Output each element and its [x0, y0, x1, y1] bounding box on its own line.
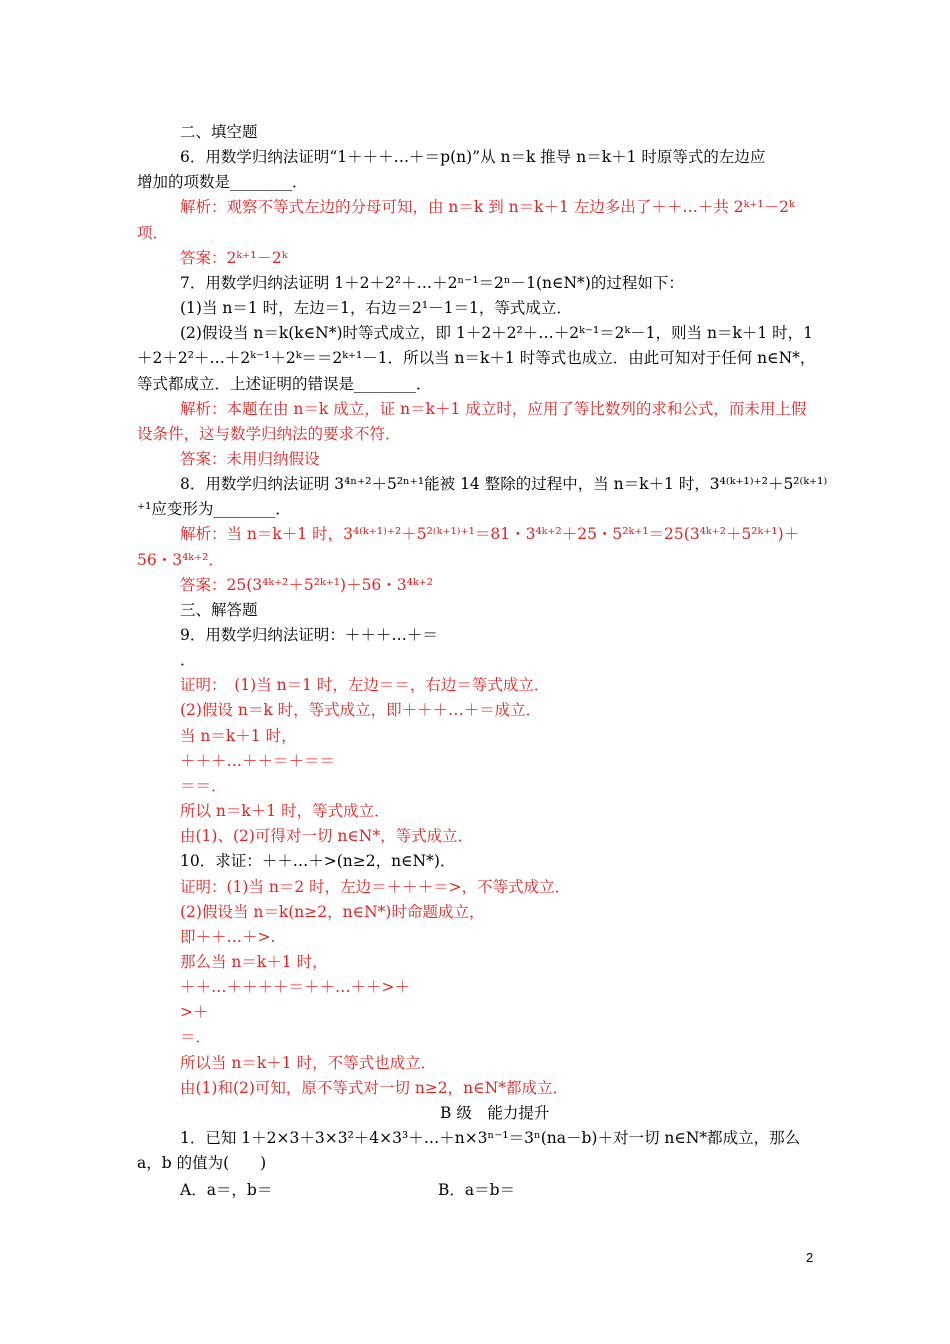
text-line: 答案：2ᵏ⁺¹－2ᵏ: [180, 249, 288, 267]
text-line: ＋＋…＋＋＋＋＝＋＋…＋＋>＋: [180, 978, 410, 996]
text-line: ＋＋＋…＋＋＝＋＝＝: [180, 752, 336, 770]
text-line: 答案：未用归纳假设: [180, 450, 320, 468]
text-line: 解析：当 n＝k＋1 时，3⁴⁽ᵏ⁺¹⁾⁺²＋5²⁽ᵏ⁺¹⁾⁺¹＝81・3⁴ᵏ⁺²＋25・5²ᵏ⁺¹＝25(3⁴ᵏ⁺²＋5²ᵏ⁺¹)＋: [180, 525, 800, 543]
text-line: 所以 n＝k＋1 时，等式成立．: [180, 802, 390, 820]
text-line: 解析：观察不等式左边的分母可知，由 n＝k 到 n＝k＋1 左边多出了＋＋…＋共 2ᵏ⁺¹－2ᵏ: [180, 198, 795, 216]
text-line: 解析：本题在由 n＝k 成立，证 n＝k＋1 成立时，应用了等比数列的求和公式，而未用上假: [180, 400, 807, 418]
text-line: 当 n＝k＋1 时，: [180, 727, 297, 745]
text-line: 三、解答题: [180, 601, 258, 619]
text-line: 二、填空题: [180, 123, 258, 141]
option-a: A．a＝，b＝: [180, 1181, 273, 1199]
page-number: 2: [806, 1250, 814, 1265]
text-line: 由(1)和(2)可知，原不等式对一切 n≥2，n∈N*都成立．: [180, 1079, 568, 1097]
text-line: 56・3⁴ᵏ⁺²．: [137, 551, 224, 569]
text-line: 即＋＋…＋>.: [180, 928, 276, 946]
text-line: 7．用数学归纳法证明 1＋2＋2²＋…＋2ⁿ⁻¹＝2ⁿ－1(n∈N*)的过程如下：: [180, 274, 684, 292]
text-line: 增加的项数是________．: [137, 173, 308, 191]
text-line: ＝．: [180, 1028, 212, 1046]
text-line: 8．用数学归纳法证明 3⁴ⁿ⁺²＋5²ⁿ⁺¹能被 14 整除的过程中，当 n＝k＋1 时，3⁴⁽ᵏ⁺¹⁾⁺²＋5²⁽ᵏ⁺¹⁾: [180, 475, 828, 493]
text-line: 那么当 n＝k＋1 时，: [180, 953, 328, 971]
text-line: 等式都成立．上述证明的错误是________．: [137, 375, 432, 393]
text-line: (2)假设当 n＝k(n≥2，n∈N*)时命题成立，: [180, 903, 485, 921]
text-line: ．: [180, 651, 196, 669]
text-line: 答案：25(3⁴ᵏ⁺²＋5²ᵏ⁺¹)＋56・3⁴ᵏ⁺²: [180, 576, 433, 594]
text-line: B 级 能力提升: [440, 1104, 550, 1122]
text-line: 6．用数学归纳法证明“1＋＋＋…＋＝p(n)”从 n＝k 推导 n＝k＋1 时原等式的左边应: [180, 148, 766, 166]
text-line: 项．: [137, 224, 169, 242]
text-line: 所以当 n＝k＋1 时，不等式也成立．: [180, 1054, 437, 1072]
text-line: (2)假设 n＝k 时，等式成立，即＋＋＋…＋＝成立．: [180, 701, 542, 719]
text-line: >＋: [180, 1003, 209, 1021]
text-line: 设条件，这与数学归纳法的要求不符．: [137, 425, 401, 443]
text-line: ＋2＋2²＋…＋2ᵏ⁻¹＋2ᵏ＝＝2ᵏ⁺¹－1．所以当 n＝k＋1 时等式也成立．由此可知对于任何 n∈N*，: [137, 349, 816, 367]
text-line: 9．用数学归纳法证明：＋＋＋…＋＝: [180, 626, 438, 644]
text-line: 证明： (1)当 n＝1 时，左边＝＝，右边＝等式成立．: [180, 676, 550, 694]
text-line: 证明：(1)当 n＝2 时，左边＝＋＋＋＝>，不等式成立．: [180, 878, 571, 896]
option-b: B．a＝b＝: [438, 1181, 516, 1199]
text-line: (1)当 n＝1 时，左边＝1，右边＝2¹－1＝1，等式成立．: [180, 299, 572, 317]
text-line: ⁺¹应变形为________．: [137, 500, 291, 518]
text-line: a，b 的值为( ): [137, 1154, 267, 1172]
text-line: 1．已知 1＋2×3＋3×3²＋4×3³＋…＋n×3ⁿ⁻¹＝3ⁿ(na－b)＋对一切 n∈N*都成立，那么: [180, 1129, 801, 1147]
text-line: (2)假设当 n＝k(k∈N*)时等式成立，即 1＋2＋2²＋…＋2ᵏ⁻¹＝2ᵏ－1，则当 n＝k＋1 时，1: [180, 324, 813, 342]
text-line: 由(1)、(2)可得对一切 n∈N*，等式成立．: [180, 827, 474, 845]
text-line: 10．求证：＋＋…＋>(n≥2，n∈N*)．: [180, 852, 456, 870]
text-line: ＝＝．: [180, 777, 227, 795]
